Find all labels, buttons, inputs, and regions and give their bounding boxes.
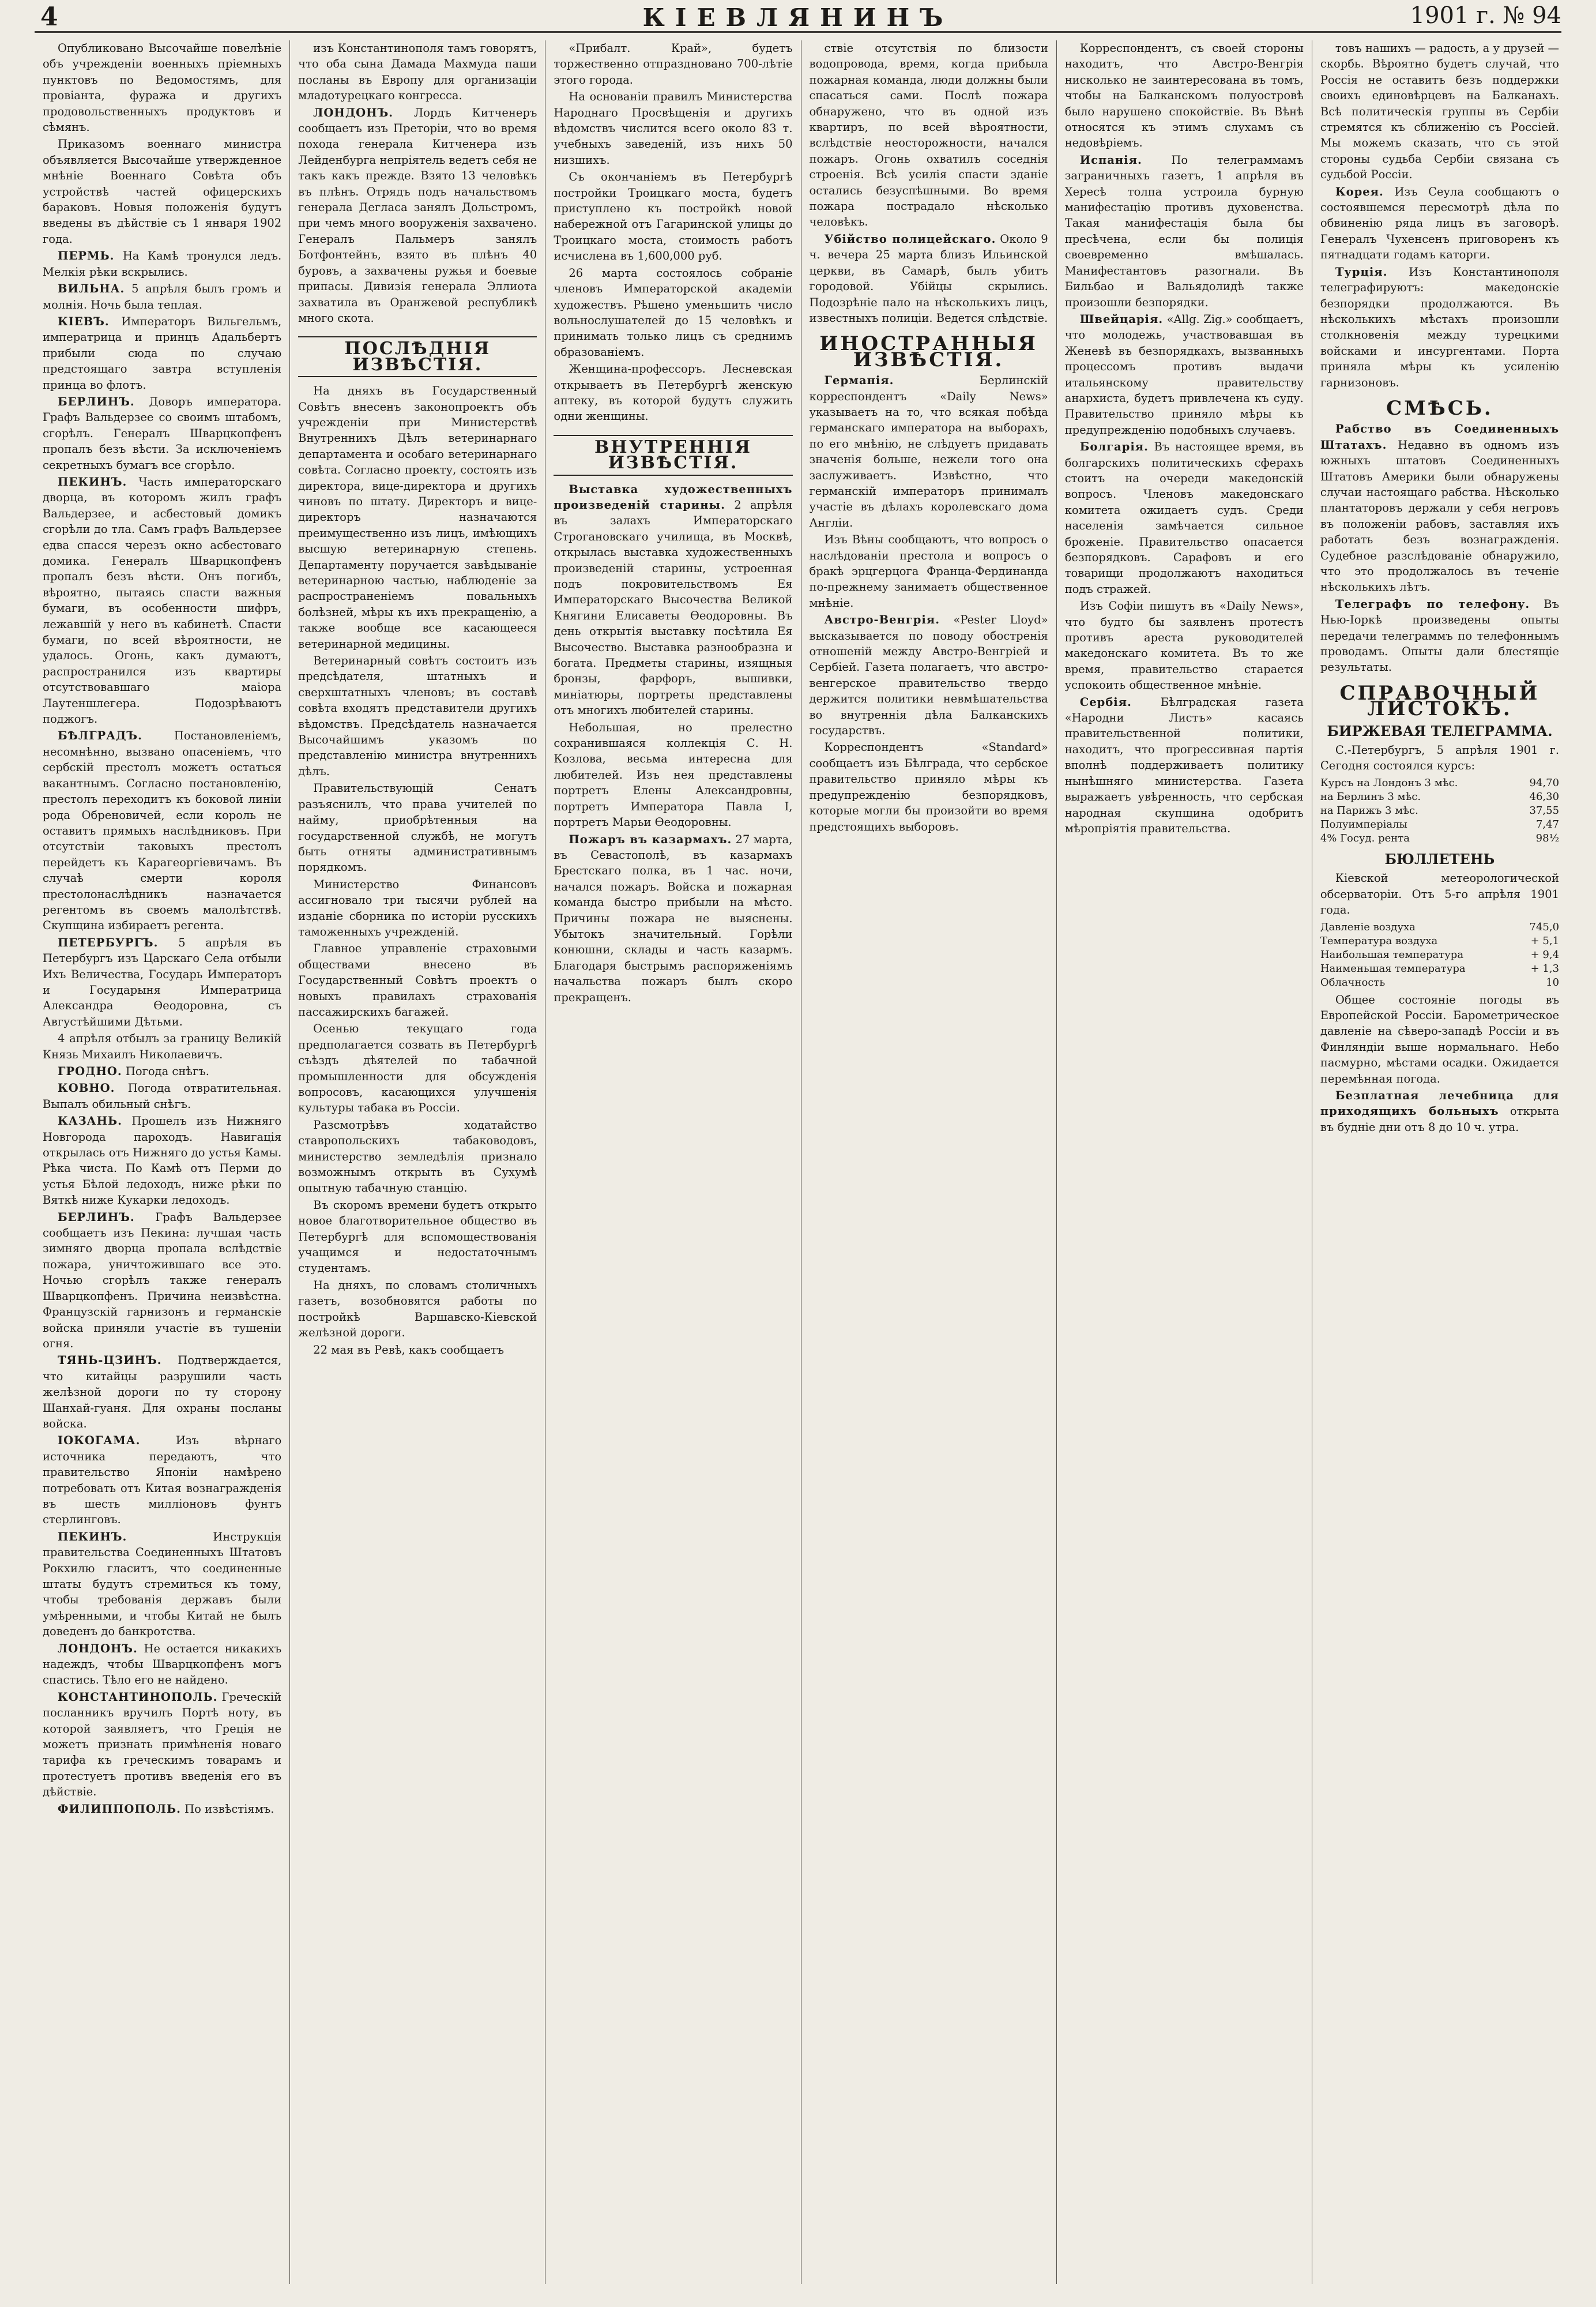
dateline: Пожаръ въ казармахъ.	[569, 832, 732, 846]
row-label: Температура воздуха	[1320, 934, 1438, 947]
article-paragraph	[810, 40, 1048, 230]
paragraph-text: Осенью текущаго года предполагается созвать въ Петербургѣ съѣздъ дѣятелей по табачной промышленности для обсужденія вопросовъ, касающихся улучшенія культуры табака въ Россіи.	[298, 1022, 537, 1115]
dateline: Убійство полицейскаго.	[824, 232, 996, 246]
dateline: Австро-Венгрія.	[824, 613, 940, 627]
article-paragraph	[810, 373, 1048, 531]
paragraph-text: товъ нашихъ — радость, а у друзей — скорбь. Вѣроятно будетъ случай, что Россія не оставитъ безъ поддержки своихъ единовѣрцевъ на Балканахъ. Всѣ политическія группы въ Сербіи стремятся къ сближенію съ Россіей. Мы можемъ сказать, что съ этой стороны судьба Сербіи связана съ судьбой Россіи.	[1320, 42, 1560, 182]
paragraph-text: Лордъ Китченеръ сообщаетъ изъ Преторіи, что во время похода генерала Китченера изъ Лейденбурга непріятель ведетъ себя не такъ какъ прежде. Взято 13 человѣкъ въ плѣнъ. Отрядъ подъ начальствомъ генерала Дегласа занялъ Дольстромъ, при чемъ много вооруженія захвачено. Генералъ Пальмеръ занялъ Ботфонтейнъ, взято въ плѣнъ 40 буровъ, а захвачены ружья и боевые припасы. Дивизія генерала Эллиота захватила въ Оранжевой республикѣ много скота.	[298, 106, 537, 325]
paragraph-text: Главное управленіе страховыми обществами внесено въ Государственный Совѣтъ проектъ о новыхъ правилахъ страхованія пассажирскихъ багажей.	[298, 942, 537, 1019]
article-paragraph	[43, 248, 281, 280]
article-paragraph	[1320, 40, 1559, 183]
row-value: + 9,4	[1530, 948, 1560, 961]
paragraph-text: Инструкція правительства Соединенныхъ Штатовъ Рокхилю гласитъ, что соединенные штаты будутъ стремиться къ тому, чтобы требованія державъ были умѣренными, и чтобы Китай не былъ доведенъ до банкротства.	[43, 1530, 282, 1639]
article-paragraph	[1065, 40, 1304, 151]
column-4	[801, 40, 1057, 2284]
paragraph-text: Съ окончаніемъ въ Петербургѣ постройки Троицкаго моста, будетъ приступлено къ постройкѣ новой набережной отъ Гагаринской улицы до Троицкаго моста, стоимость работъ исчислена въ 1,600,000 руб.	[554, 170, 793, 263]
dateline: Телеграфъ по телефону.	[1335, 597, 1530, 611]
paragraph-text: Около 9 ч. вечера 25 марта близъ Ильинской церкви, въ Самарѣ, былъ убитъ городовой. Убійцы скрылись. Подозрѣніе пало на нѣсколькихъ лицъ, известныхъ полиціи. Ведется слѣдствіе.	[809, 232, 1048, 325]
row-label: на Берлинъ 3 мѣс.	[1320, 790, 1421, 803]
paragraph-text: Изъ Софіи пишутъ въ «Daily News», что будто бы заявленъ протестъ противъ ареста руководителей македонскаго комитета. Въ то же время, правительство старается успокоить общественное мнѣніе.	[1064, 599, 1304, 692]
article-paragraph	[810, 739, 1048, 834]
article-paragraph	[43, 1641, 281, 1688]
paragraph-text: Министерство Финансовъ ассигновало три тысячи рублей на изданіе сборника по исторіи русскихъ таможенныхъ учрежденій.	[298, 877, 537, 938]
issue-number: 1901 г. № 94	[1410, 2, 1561, 29]
article-paragraph	[1320, 992, 1559, 1087]
paragraph-text: На дняхъ, по словамъ столичныхъ газетъ, возобновятся работы по постройкѣ Варшавско-Кіевской желѣзной дороги.	[298, 1278, 537, 1340]
article-paragraph	[298, 653, 537, 779]
dateline: КАЗАНЬ.	[58, 1114, 122, 1128]
article-paragraph	[298, 877, 537, 940]
dateline: БѢЛГРАДЪ.	[58, 729, 142, 743]
row-value: 94,70	[1529, 776, 1560, 789]
column-3	[545, 40, 801, 2284]
page-number: 4	[40, 2, 58, 32]
section-heading: СМѢСЬ.	[1386, 396, 1493, 420]
column-1	[35, 40, 290, 2284]
article-paragraph	[1065, 598, 1304, 693]
paragraph-text: 27 марта, въ Севастополѣ, въ казармахъ Брестскаго полка, въ 1 час. ночи, начался пожаръ. Войска и пожарная команда быстро прибыли на мѣсто. Причины пожара не выяснены. Убытокъ значительный. Горѣли конюшни, склады и часть казармъ. Благодаря быстрымъ распоряженіямъ начальства пожаръ былъ скоро прекращенъ.	[554, 832, 793, 1004]
dateline: ВИЛЬНА.	[58, 282, 125, 296]
article-paragraph	[298, 1021, 537, 1115]
paragraph-text: 5 апрѣля въ Петербургъ изъ Царскаго Села отбыли Ихъ Величества, Государь Императоръ и Государыня Императрица Александра Ѳеодоровна, съ Августѣйшими Дѣтьми.	[43, 935, 282, 1028]
article-paragraph	[1065, 439, 1304, 597]
article-paragraph	[298, 1278, 537, 1341]
section-heading: БЮЛЛЕТЕНЬ	[1384, 850, 1495, 867]
paragraph-text: Корреспондентъ, съ своей стороны находитъ, что Австро-Венгрія нисколько не заинтересована въ томъ, чтобы на Балканскомъ полуостровѣ было нарушено спокойствіе. Въ Вѣнѣ относятся къ этимъ слухамъ съ недовѣріемъ.	[1064, 42, 1304, 150]
data-table	[1320, 776, 1559, 846]
dateline: БЕРЛИНЪ.	[58, 394, 135, 408]
article-paragraph	[1320, 1088, 1559, 1135]
article-paragraph	[554, 40, 792, 88]
article-paragraph	[554, 832, 792, 1005]
paragraph-text: 22 мая въ Ревѣ, какъ сообщаетъ	[313, 1343, 505, 1357]
paragraph-text: Разсмотрѣвъ ходатайство ставропольскихъ табаководовъ, министерство земледѣлія признало возможнымъ открыть въ Сухумѣ опытную табачную станцію.	[298, 1118, 537, 1195]
paragraph-text: Берлинскій корреспондентъ «Daily News» указываетъ на то, что всякая побѣда германскаго императора на выборахъ, по его мнѣнію, не слѣдуетъ придавать значенія больше, нежели того она заслуживаетъ. Извѣстно, что германскій императоръ принималъ участіе въ дѣлахъ королевскаго дома Англіи.	[809, 374, 1048, 529]
dateline: Безплатная лечебница для приходящихъ больныхъ	[1320, 1088, 1560, 1118]
table-row	[1320, 976, 1559, 990]
article-paragraph	[43, 1031, 281, 1062]
paragraph-text: ствіе отсутствія по близости водопровода, время, когда прибыла пожарная команда, люди должны были спасаться сами. Послѣ пожара обнаружено, что въ одной изъ квартиръ, по всей вѣроятности, вслѣдствіе неосторожности, начался пожаръ. Огонь охватилъ соседнія строенія. Всѣ усилія спасти зданіе остались безуспѣшными. Во время пожара пострадало нѣсколько человѣкъ.	[809, 42, 1048, 229]
row-label: Наибольшая температура	[1320, 948, 1464, 961]
article-paragraph	[554, 482, 792, 719]
row-value: 7,47	[1535, 818, 1560, 831]
article-paragraph	[298, 383, 537, 652]
row-value: 98½	[1535, 832, 1560, 844]
paragraph-text: Женщина-профессоръ. Лесневская открываетъ въ Петербургѣ женскую аптеку, въ которой будутъ служить одни женщины.	[554, 362, 793, 423]
article-paragraph	[43, 1064, 281, 1079]
row-label: Полуимперіалы	[1320, 818, 1407, 831]
column-6	[1312, 40, 1567, 2284]
paragraph-text: По телеграммамъ заграничныхъ газетъ, 1 апрѣля въ Хересѣ толпа устроила бурную манифестацію противъ духовенства. Такая манифестація была бы пресѣчена, если бы полиція своевременно вмѣшалась. Манифестантовъ разогнали. Въ Бильбао и Вальядолидѣ также произошли безпорядки.	[1064, 153, 1304, 309]
row-value: + 1,3	[1530, 962, 1560, 975]
paragraph-text: Графъ Вальдерзее сообщаетъ изъ Пекина: лучшая часть зимняго дворца пропала вслѣдствіе пожара, уничтожившаго все это. Ночью сгорѣлъ также генералъ Шварцкопфенъ. Причина неизвѣстна. Французскій гарнизонъ и германскіе войска приняли участіе въ тушеніи огня.	[43, 1210, 282, 1350]
paragraph-text: открыта въ будніе дни отъ 8 до 10 ч. утра.	[1320, 1104, 1560, 1134]
paragraph-text: Бѣлградская газета «Народни Листъ» касаясь правительственной политики, находитъ, что прогрессивная партія вполнѣ поддерживаетъ политику нынѣшняго министерства. Газета выражаетъ увѣренность, что сербская народная скупщина одобритъ мѣропріятія правительства.	[1064, 695, 1304, 835]
table-row	[1320, 920, 1559, 934]
table-row	[1320, 776, 1559, 790]
paragraph-text: Доворъ императора. Графъ Вальдерзее со своимъ штабомъ, сгорѣлъ. Генералъ Шварцкопфенъ пропалъ безъ вѣсти. За исключеніемъ секретныхъ бумагъ все сгорѣло.	[43, 394, 282, 472]
article-paragraph	[554, 169, 792, 264]
dateline: Рабство въ Соединенныхъ Штатахъ.	[1320, 422, 1560, 452]
paragraph-text: С.-Петербургъ, 5 апрѣля 1901 г. Сегодня состоялся курсъ:	[1320, 743, 1560, 773]
paragraph-text: На основаніи правилъ Министерства Народнаго Просвѣщенія и другихъ вѣдомствъ числится всего около 83 т. учебныхъ заведеній, изъ нихъ 50 низшихъ.	[554, 90, 793, 167]
paragraph-text: изъ Константинополя тамъ говорятъ, что оба сына Дамада Махмуда паши посланы въ Европу для организаціи младотурецкаго конгресса.	[298, 42, 537, 103]
table-row	[1320, 832, 1559, 846]
row-label: на Парижъ 3 мѣс.	[1320, 804, 1418, 817]
row-value: 745,0	[1529, 920, 1560, 933]
article-paragraph	[298, 40, 537, 104]
paragraph-text: «Pester Lloyd» высказывается по поводу обостренія отношеній между Австро-Венгріей и Сербіей. Газета полагаетъ, что австро-венгерское правительство твердо держится политики невмѣшательства во внутреннія дѣла Балканскихъ государствъ.	[809, 613, 1048, 738]
masthead	[35, 2, 1561, 33]
paragraph-text: 2 апрѣля въ залахъ Императорскаго Строгановскаго училища, въ Москвѣ, открылась выставка художественныхъ произведеній старины, устроенная подъ покровительствомъ Ея Императорскаго Высочества Великой Княгини Елисаветы Ѳеодоровны. Въ день открытія выставку посѣтила Ея Высочество. Выставка разнообразна и богата. Предметы старины, изящныя бронзы, фарфоръ, вышивки, миніатюры, портреты представлены отъ многихъ любителей старины.	[554, 498, 793, 717]
article-paragraph	[1320, 870, 1559, 918]
table-row	[1320, 948, 1559, 962]
paragraph-text: Изъ вѣрнаго источника передаютъ, что правительство Японіи намѣрено потребовать отъ Китая вознагражденія въ шесть милліоновъ фунтъ стерлинговъ.	[43, 1434, 282, 1527]
dateline: БЕРЛИНЪ.	[58, 1210, 135, 1224]
dateline: ПЕРМЬ.	[58, 249, 115, 263]
article-paragraph	[43, 314, 281, 393]
column-2	[290, 40, 545, 2284]
paragraph-text: Въ настоящее время, въ болгарскихъ политическихъ сферахъ стоитъ на очереди македонскій вопросъ. Членовъ македонскаго комитета ожидаетъ судъ. Среди населенія замѣчается сильное броженіе. Правительство опасается безпорядковъ. Сарафовъ и его товарищи продолжаютъ находиться подъ стражей.	[1064, 440, 1304, 596]
section-heading: ВНУТРЕННІЯ ИЗВѢСТІЯ.	[554, 435, 792, 476]
paragraph-text: Императоръ Вильгельмъ, императрица и принцъ Адальбертъ прибыли сюда по случаю предстоящаго завтра вступленія принца во флотъ.	[43, 314, 282, 392]
data-table	[1320, 920, 1559, 990]
article-paragraph	[298, 1197, 537, 1276]
article-paragraph	[1320, 742, 1559, 774]
section-heading: СПРАВОЧНЫЙ ЛИСТОКЪ.	[1339, 681, 1540, 721]
paragraph-text: Въ Нью-Іоркѣ произведены опыты передачи телеграммъ по телефоннымъ проводамъ. Опыты дали блестящіе результаты.	[1320, 597, 1560, 674]
dateline: ГРОДНО.	[58, 1065, 122, 1078]
row-label: Курсъ на Лондонъ 3 мѣс.	[1320, 776, 1458, 789]
paragraph-text: Часть императорскаго дворца, въ которомъ жилъ графъ Вальдерзее, и асбестовый домикъ сгорѣли до тла. Самъ графъ Вальдерзее едва спасся черезъ окно асбестоваго домика. Генералъ Шварцкопфенъ пропалъ безъ вѣсти. Онъ погибъ, вѣроятно, пытаясь спасти важныя бумаги, въ особенности шифръ, лежавшій у него въ кабинетѣ. Спасти бумаги, по всей вѣроятности, не удалось. Огонь, какъ думаютъ, распространился изъ квартиры отсутствовавшаго маіора Лаутеншлегера. Подозрѣваютъ поджогъ.	[43, 475, 282, 726]
article-paragraph	[43, 728, 281, 933]
article-paragraph	[1320, 264, 1559, 390]
row-value: 37,55	[1529, 804, 1560, 817]
article-paragraph	[43, 1529, 281, 1640]
paragraph-text: По извѣстіямъ.	[185, 1802, 274, 1816]
paragraph-text: Изъ Константинополя телеграфируютъ: македонскіе безпорядки продолжаются. Въ нѣсколькихъ мѣстахъ произошли столкновенія между турецкими войсками и инсургентами. Порта приняла мѣры къ усиленію гарнизоновъ.	[1320, 265, 1560, 389]
article-paragraph	[43, 394, 281, 473]
article-paragraph	[1320, 421, 1559, 595]
article-paragraph	[810, 612, 1048, 738]
paragraph-text: Постановленіемъ, несомнѣнно, вызвано опасеніемъ, что сербскій престолъ можетъ остаться вакантнымъ. Согласно постановленію, престолъ переходитъ къ боковой линіи рода Обреновичей, если король не оставитъ прямыхъ наслѣдниковъ. При отсутствіи таковыхъ престолъ перейдетъ къ Карагеоргіевичамъ. Въ случаѣ смерти короля престолонаслѣдникъ назначается регентомъ въ своемъ малолѣтствѣ. Скупщина избираетъ регента.	[43, 729, 282, 933]
paragraph-text: Кіевской метеорологической обсерваторіи. Отъ 5-го апрѣля 1901 года.	[1320, 871, 1560, 917]
paragraph-text: Ветеринарный совѣтъ состоитъ изъ предсѣдателя, штатныхъ и сверхштатныхъ членовъ; въ составѣ совѣта входятъ представители другихъ вѣдомствъ. Предсѣдатель назначается Высочайшимъ указомъ по представленію министра внутреннихъ дѣлъ.	[298, 654, 537, 778]
article-paragraph	[43, 1433, 281, 1527]
table-row	[1320, 962, 1559, 976]
article-paragraph	[43, 1801, 281, 1817]
article-paragraph	[298, 1117, 537, 1196]
paragraph-text: Прошелъ изъ Нижняго Новгорода пароходъ. Навигація открылась отъ Нижняго до устья Камы. Рѣка чиста. По Камѣ отъ Перми до устья Бѣлой ледоходъ, ниже рѣки по Вяткѣ ниже Кукарки ледоходъ.	[43, 1114, 282, 1207]
dateline: ТЯНЬ-ЦЗИНЪ.	[58, 1354, 162, 1367]
article-paragraph	[1065, 694, 1304, 837]
paragraph-text: Опубликовано Высочайше повелѣніе объ учрежденіи военныхъ пріемныхъ пунктовъ по Ведомостямъ, для провіанта, фуража и другихъ продовольственныхъ продуктовъ и сѣмянъ.	[43, 42, 282, 134]
dateline: Испанія.	[1079, 153, 1142, 167]
section-heading: ПОСЛѢДНІЯ ИЗВѢСТІЯ.	[298, 336, 537, 377]
paragraph-text: На дняхъ въ Государственный Совѣтъ внесенъ законопроектъ объ учрежденіи при Министерствѣ Внутреннихъ Дѣлъ ветеринарнаго департамента и особаго ветеринарнаго совѣта. Согласно проекту, состоять изъ директора, вице-директора и другихъ чиновъ по штату. Директоръ и вице-директоръ назначаются преимущественно изъ лицъ, имѣющихъ высшую ветеринарную степень. Департаменту поручается завѣдываніе ветеринарною частью, наблюденіе за распространеніемъ повальныхъ болѣзней, мѣры къ ихъ прекращенію, а также вообще все касающееся ветеринарной медицины.	[298, 384, 537, 651]
paragraph-text: На Камѣ тронулся ледъ. Мелкія рѣки вскрылись.	[43, 249, 282, 279]
dateline: Выставка художественныхъ произведеній старины.	[554, 482, 793, 512]
paragraph-text: Правительствующій Сенатъ разъяснилъ, что права учителей по найму, приобрѣтенныя на государственной службѣ, не могутъ быть отняты административнымъ порядкомъ.	[298, 781, 537, 874]
dateline: ЛОНДОНЪ.	[313, 106, 394, 119]
paragraph-text: 5 апрѣля былъ громъ и молнія. Ночь была теплая.	[43, 282, 282, 311]
dateline: КОВНО.	[58, 1081, 115, 1095]
paragraph-text: Греческій посланникъ вручилъ Портѣ ноту, въ которой заявляетъ, что Греція не можетъ признать примѣненія новаго тарифа къ греческимъ товарамъ и протестуетъ противъ введенія его въ дѣйствіе.	[43, 1690, 282, 1799]
article-paragraph	[43, 136, 281, 247]
article-paragraph	[554, 89, 792, 168]
paragraph-text: 26 марта состоялось собраніе членовъ Императорской академіи художествъ. Рѣшено уменьшить число вольнослушателей до 15 человѣкъ и принимать только лицъ съ среднимъ образованіемъ.	[554, 266, 793, 359]
dateline: Корея.	[1335, 185, 1384, 198]
dateline: ІОКОГАМА.	[58, 1434, 141, 1448]
article-paragraph	[810, 532, 1048, 611]
dateline: Болгарія.	[1079, 440, 1149, 454]
article-paragraph	[298, 780, 537, 875]
table-row	[1320, 818, 1559, 832]
article-paragraph	[1320, 184, 1559, 263]
dateline: ПЕТЕРБУРГЪ.	[58, 935, 159, 949]
paragraph-text: Подтверждается, что китайцы разрушили часть желѣзной дороги по ту сторону Шанхай-гуаня. Для охраны посланы войска.	[43, 1354, 282, 1430]
dateline: КОНСТАНТИНОПОЛЬ.	[58, 1690, 218, 1704]
paragraph-text: Погода снѣгъ.	[125, 1065, 209, 1078]
row-value: 10	[1546, 976, 1560, 989]
paragraph-text: Общее состояніе погоды въ Европейской Россіи. Барометрическое давленіе на сѣверо-западѣ Россіи и въ Финляндіи выше нормальнаго. Небо пасмурно, мѣстами осадки. Ожидается перемѣнная погода.	[1320, 993, 1560, 1085]
text-columns	[35, 40, 1567, 2284]
row-label: Облачность	[1320, 976, 1386, 989]
paragraph-text: Погода отвратительная. Выпалъ обильный снѣгъ.	[43, 1081, 282, 1111]
dateline: ПЕКИНЪ.	[58, 1530, 127, 1543]
paragraph-text: 4 апрѣля отбылъ за границу Великій Князь Михаилъ Николаевичъ.	[43, 1032, 282, 1061]
paragraph-text: Изъ Сеула сообщаютъ о состоявшемся пересмотрѣ дѣла по обвиненію ряда лицъ въ заговорѣ. Генералъ Чухенсенъ приговоренъ къ пятнадцати годамъ каторги.	[1320, 185, 1560, 262]
newspaper-title: КІЕВЛЯНИНЪ	[642, 3, 954, 32]
paragraph-text: Приказомъ военнаго министра объявляется Высочайше утвержденное мнѣніе Военнаго Совѣта объ устройствѣ частей офицерскихъ бараковъ. Новыя положенія будутъ введены въ дѣйствіе съ 1 января 1902 года.	[43, 137, 282, 246]
paragraph-text: Корреспондентъ «Standard» сообщаетъ изъ Бѣлграда, что сербское правительство приняло мѣры къ предупрежденію безпорядковъ, которые могли бы произойти во время предстоящихъ выборовъ.	[809, 741, 1048, 833]
article-paragraph	[43, 281, 281, 313]
article-paragraph	[43, 1689, 281, 1800]
paragraph-text: «Прибалт. Край», будетъ торжественно отпраздновано 700-лѣтіе этого города.	[554, 42, 793, 87]
article-paragraph	[1065, 311, 1304, 438]
article-paragraph	[298, 1342, 537, 1358]
dateline: Германія.	[824, 374, 894, 388]
dateline: Сербія.	[1079, 695, 1132, 709]
article-paragraph	[298, 105, 537, 326]
article-paragraph	[1065, 152, 1304, 310]
article-paragraph	[43, 935, 281, 1029]
table-row	[1320, 934, 1559, 948]
paragraph-text: Небольшая, но прелестно сохранившаяся коллекція С. Н. Козлова, весьма интересна для любителей. Изъ нея представлены портретъ Елены Александровны, портретъ Императора Павла I, портретъ Марьи Ѳеодоровны.	[554, 720, 793, 829]
paragraph-text: «Allg. Zig.» сообщаетъ, что молодежь, участвовавшая въ Женевѣ въ безпорядкахъ, вызванныхъ процессомъ противъ выдачи итальянскому правительству анархиста, будетъ привлечена къ суду. Правительство приняло мѣры къ предупрежденію подобныхъ случаевъ.	[1064, 312, 1304, 437]
row-label: 4% Госуд. рента	[1320, 832, 1410, 844]
dateline: ЛОНДОНЪ.	[58, 1641, 138, 1655]
article-paragraph	[554, 361, 792, 424]
article-paragraph	[810, 231, 1048, 326]
row-value: + 5,1	[1530, 934, 1560, 947]
dateline: ПЕКИНЪ.	[58, 475, 127, 489]
column-5	[1057, 40, 1312, 2284]
section-heading: БИРЖЕВАЯ ТЕЛЕГРАММА.	[1327, 722, 1553, 739]
paragraph-text: Въ скоромъ времени будетъ открыто новое благотворительное общество въ Петербургѣ для вспомоществованія учащимся и недостаточнымъ студентамъ.	[298, 1198, 537, 1275]
row-label: Наименьшая температура	[1320, 962, 1466, 975]
dateline: Швейцарія.	[1079, 312, 1164, 326]
row-label: Давленіе воздуха	[1320, 920, 1416, 933]
article-paragraph	[43, 474, 281, 727]
paragraph-text: Не остается никакихъ надеждъ, чтобы Шварцкопфенъ могъ спастись. Тѣло его не найдено.	[43, 1641, 282, 1687]
dateline: ФИЛИППОПОЛЬ.	[58, 1802, 181, 1816]
article-paragraph	[43, 1080, 281, 1112]
article-paragraph	[1320, 596, 1559, 675]
article-paragraph	[554, 265, 792, 360]
article-paragraph	[43, 1209, 281, 1352]
dateline: КІЕВЪ.	[58, 314, 110, 328]
section-heading: ИНОСТРАННЫЯ ИЗВѢСТІЯ.	[819, 332, 1038, 371]
paragraph-text: Недавно въ одномъ изъ южныхъ штатовъ Соединенныхъ Штатовъ Америки были обнаружены случаи настоящаго рабства. Нѣсколько плантаторовъ держали у себя негровъ въ положеніи рабовъ, заставляя ихъ работать безъ вознагражденія. Судебное разслѣдованіе обнаружило, что это продолжалось въ теченіе нѣсколькихъ лѣтъ.	[1320, 438, 1560, 594]
article-paragraph	[43, 1352, 281, 1431]
table-row	[1320, 790, 1559, 804]
row-value: 46,30	[1529, 790, 1560, 803]
article-paragraph	[43, 40, 281, 135]
table-row	[1320, 804, 1559, 818]
article-paragraph	[298, 941, 537, 1020]
dateline: Турція.	[1335, 265, 1388, 279]
paragraph-text: Изъ Вѣны сообщаютъ, что вопросъ о наслѣдованіи престола и вопросъ о бракѣ эрцгерцога Франца-Фердинанда по-прежнему занимаетъ общественное мнѣніе.	[809, 533, 1048, 610]
article-paragraph	[43, 1113, 281, 1208]
article-paragraph	[554, 720, 792, 831]
